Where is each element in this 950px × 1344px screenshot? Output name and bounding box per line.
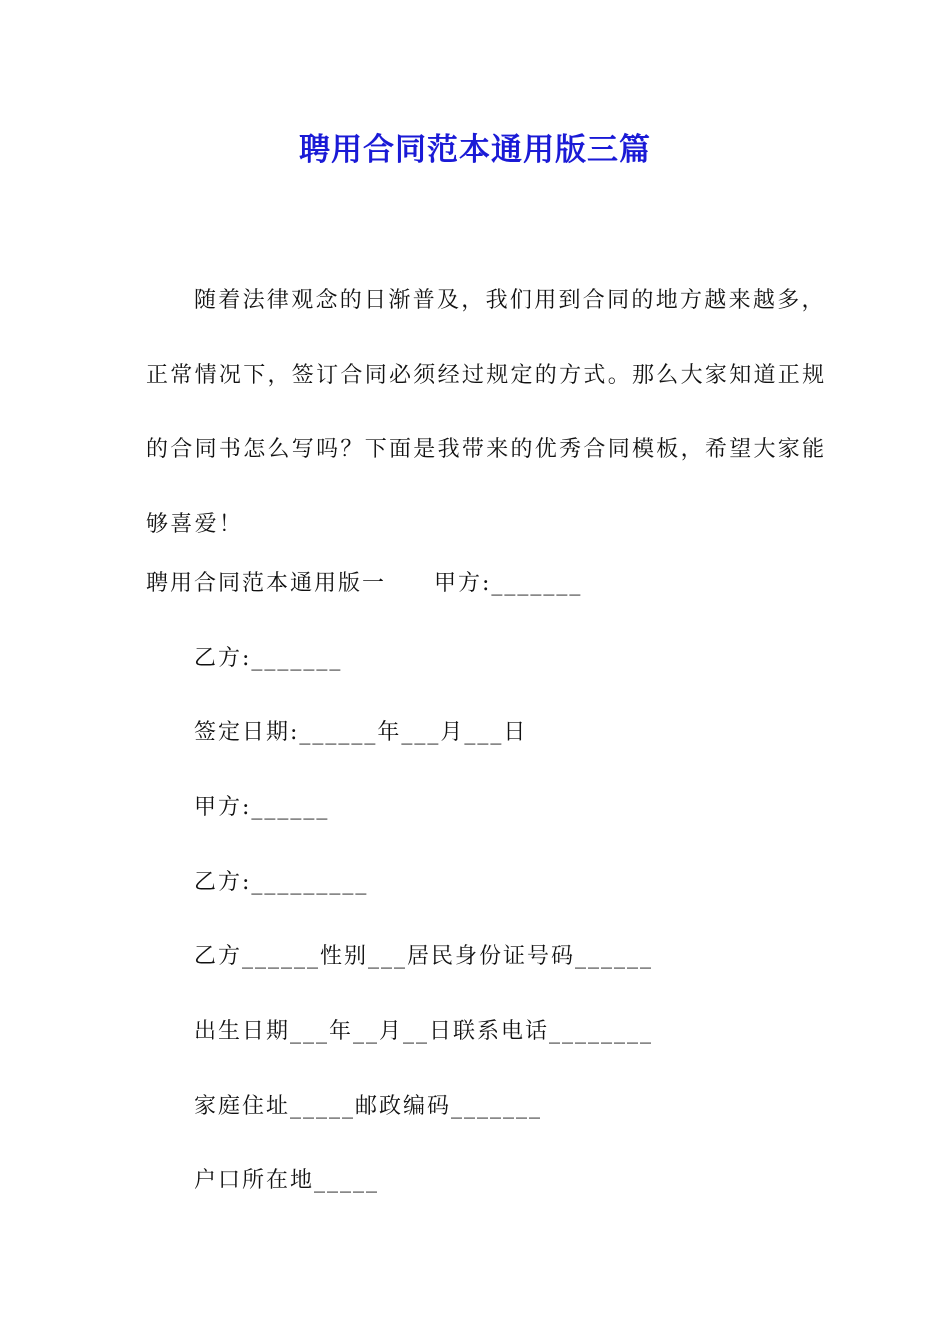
party-a-header: 甲方:_______ (434, 571, 583, 596)
intro-paragraph: 随着法律观念的日渐普及，我们用到合同的地方越来越多，正常情况下，签订合同必须经过规定的方式。那么大家知道正规的合同书怎么写吗？下面是我带来的优秀合同模板，希望大家能够喜爱！ (146, 288, 827, 537)
party-a-line: 甲方:______ (194, 795, 330, 820)
signing-date-line: 签定日期:______年___月___日 (194, 720, 528, 745)
section-heading: 聘用合同范本通用版一 (146, 571, 387, 596)
birth-date-phone-line: 出生日期___年__月__日联系电话________ (194, 1019, 654, 1044)
party-b-line-2: 乙方:_________ (194, 870, 369, 895)
address-postcode-line: 家庭住址_____邮政编码_______ (194, 1094, 543, 1119)
household-registration-line: 户口所在地_____ (194, 1168, 380, 1193)
section-heading-line (146, 569, 582, 599)
document-title: 聘用合同范本通用版三篇 (299, 132, 651, 168)
party-b-line: 乙方:_______ (194, 646, 343, 671)
party-b-id-line: 乙方______性别___居民身份证号码______ (194, 944, 654, 969)
